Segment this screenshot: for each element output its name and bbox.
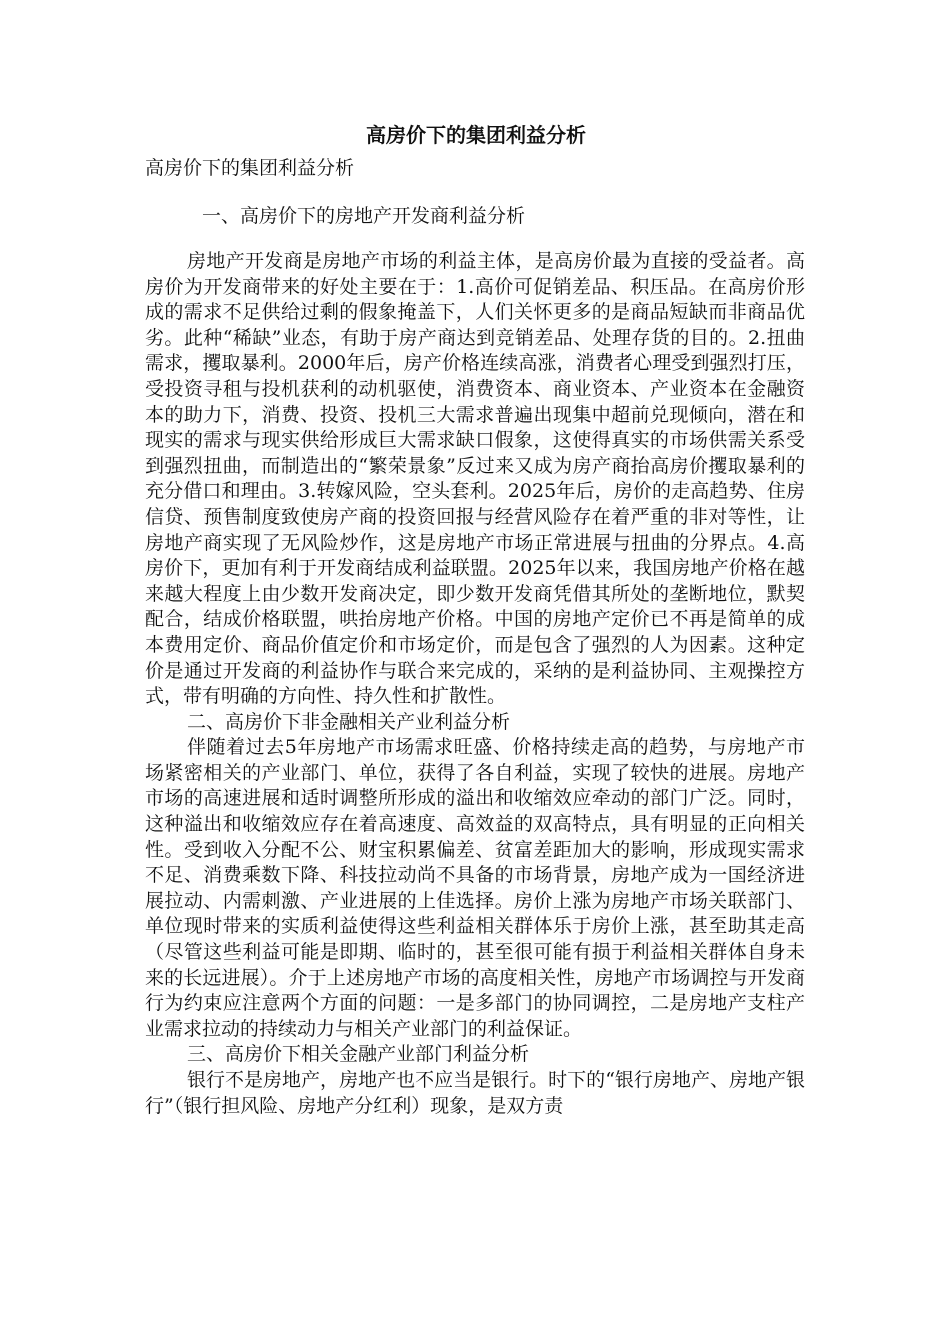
- document-page: [145, 118, 805, 1119]
- document-subtitle: 高房价下的集团利益分析: [145, 157, 355, 179]
- paragraph-non-financial: 伴随着过去5年房地产市场需求旺盛、价格持续走高的趋势，与房地产市场紧密相关的产业部门、单位，获得了各自利益，实现了较快的进展。房地产市场的高速进展和适时调整所形成的溢出和收缩效应牵动的部门广泛。同时，这种溢出和收缩效应存在着高速度、高效益的双高特点，具有明显的正向相关性。受到收入分配不公、财宝积累偏差、贫富差距加大的影响，形成现实需求不足、消费乘数下降、科技拉动尚不具备的市场背景，房地产成为一国经济进展拉动、内需刺激、产业进展的上佳选择。房价上涨为房地产市场关联部门、单位现时带来的实质利益使得这些利益相关群体乐于房价上涨，甚至助其走高（尽管这些利益可能是即期、临时的，甚至很可能有损于利益相关群体自身未来的长远进展）。介于上述房地产市场的高度相关性，房地产市场调控与开发商行为约束应注意两个方面的问题：一是多部门的协同调控，二是房地产支柱产业需求拉动的持续动力与相关产业部门的利益保证。: [145, 736, 805, 1040]
- paragraph-financial: 银行不是房地产，房地产也不应当是银行。时下的“银行房地产、房地产银行”（银行担风险、房地产分红利）现象，是双方责: [145, 1069, 805, 1117]
- section-heading-financial: 三、高房价下相关金融产业部门利益分析: [187, 1043, 530, 1066]
- paragraph-developers: 房地产开发商是房地产市场的利益主体，是高房价最为直接的受益者。高房价为开发商带来的好处主要在于：1.高价可促销差品、积压品。在高房价形成的需求不足供给过剩的假象掩盖下，人们关怀更多的是商品短缺而非商品优劣。此种“稀缺”业态，有助于房产商达到竞销差品、处理存货的目的。2.扭曲需求，攫取暴利。2000年后，房产价格连续高涨，消费者心理受到强烈打压，受投资寻租与投机获利的动机驱使，消费资本、商业资本、产业资本在金融资本的助力下，消费、投资、投机三大需求普遍出现集中超前兑现倾向，潜在和现实的需求与现实供给形成巨大需求缺口假象，这使得真实的市场供需关系受到强烈扭曲，而制造出的“繁荣景象”反过来又成为房产商抬高房价攫取暴利的充分借口和理由。3.转嫁风险，空头套利。2025年后，房价的走高趋势、住房信贷、预售制度致使房产商的投资回报与经营风险存在着严重的非对等性，让房地产商实现了无风险炒作，这是房地产市场正常进展与扭曲的分界点。4.高房价下，更加有利于开发商结成利益联盟。2025年以来，我国房地产价格在越来越大程度上由少数开发商决定，即少数开发商凭借其所处的垄断地位，默契配合，结成价格联盟，哄抬房地产价格。中国的房地产定价已不再是简单的成本费用定价、商品价值定价和市场定价，而是包含了强烈的人为因素。这种定价是通过开发商的利益协作与联合来完成的，采纳的是利益协同、主观操控方式，带有明确的方向性、持久性和扩散性。: [145, 250, 805, 708]
- section-heading-non-financial: 二、高房价下非金融相关产业利益分析: [187, 710, 511, 733]
- section-heading-developers: 一、高房价下的房地产开发商利益分析: [202, 205, 526, 227]
- document-title: 高房价下的集团利益分析: [366, 123, 586, 147]
